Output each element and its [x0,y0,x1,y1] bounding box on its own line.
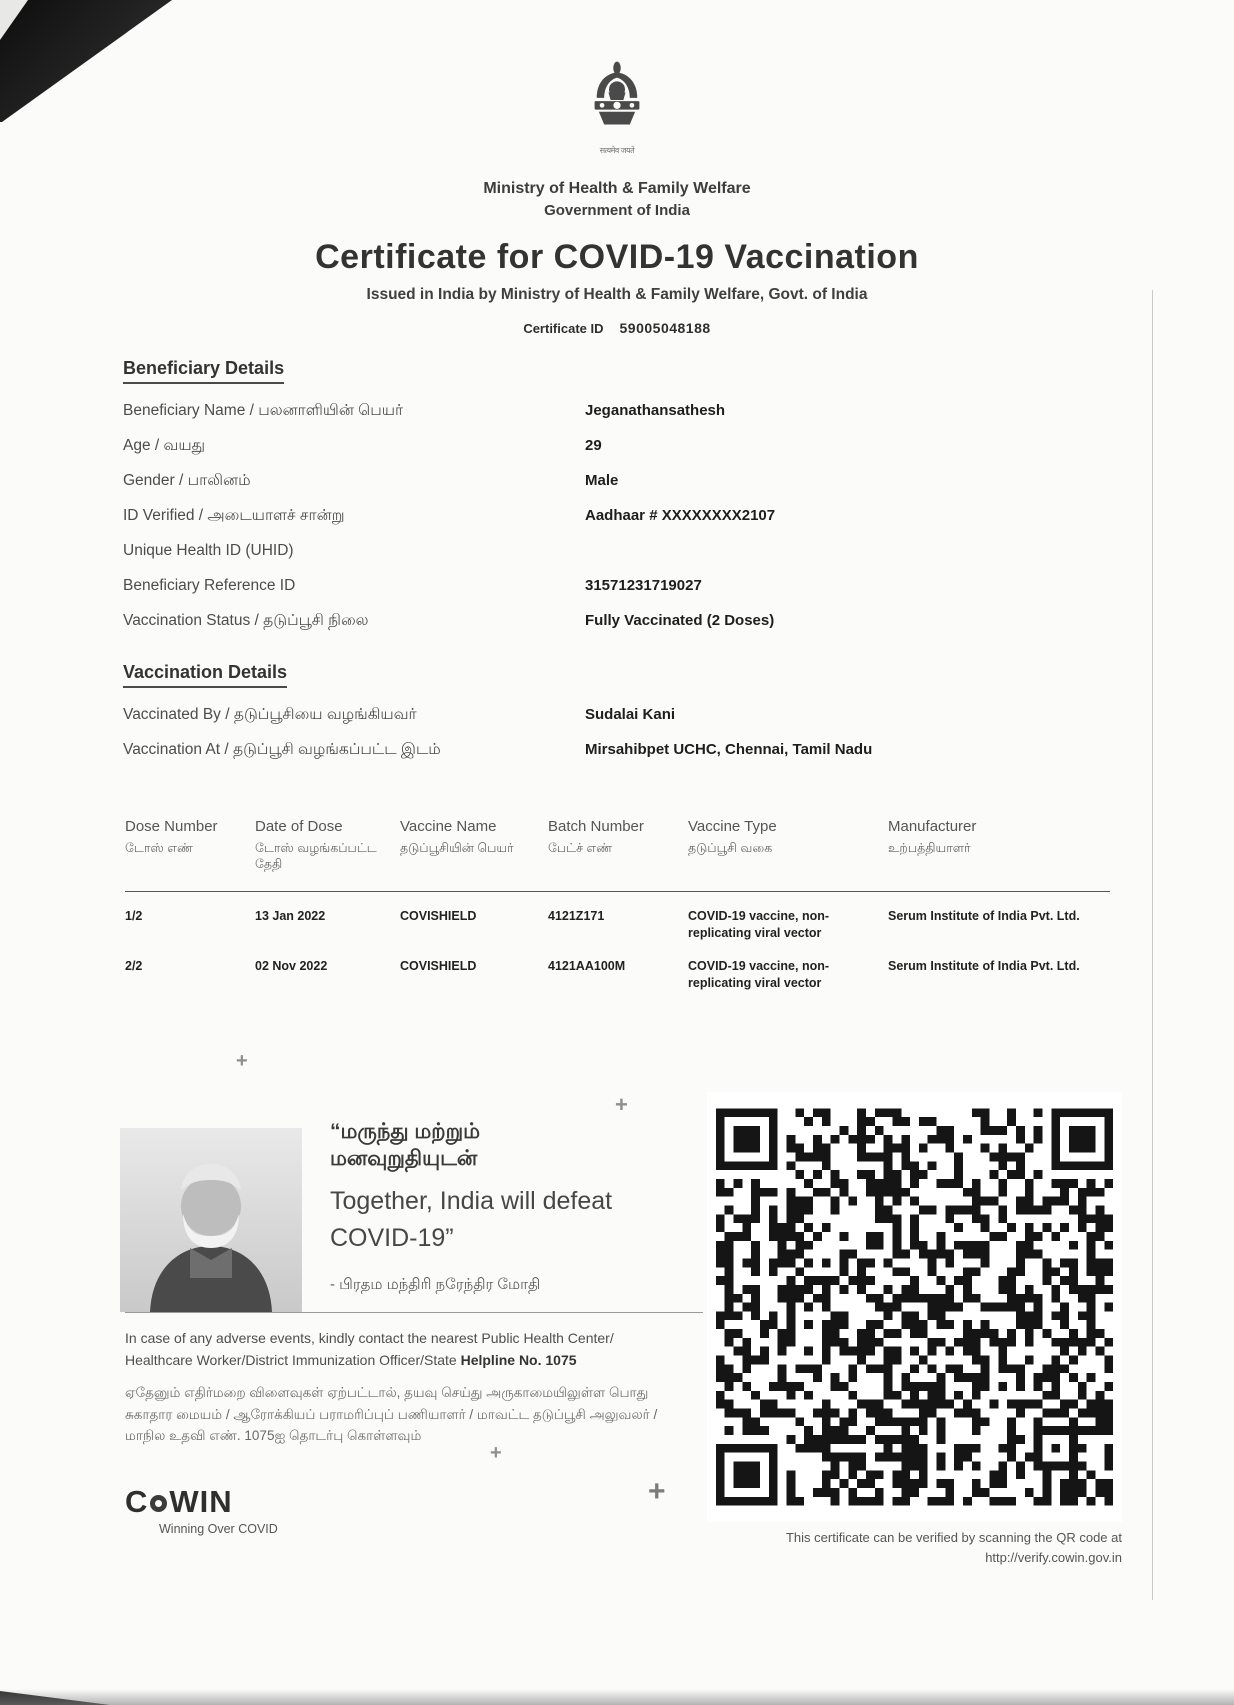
field-label: Vaccination Status / தடுப்பூசி நிலை [123,612,369,629]
certificate-subtitle: Issued in India by Ministry of Health & Family Welfare, Govt. of India [366,286,868,303]
field-value: Aadhaar # XXXXXXXX2107 [585,507,776,524]
beneficiary-section-title: Beneficiary Details [123,358,284,384]
dose-cell: Serum Institute of India Pvt. Ltd. [888,909,1080,923]
divider-rule [125,1312,703,1313]
dose-table-header: Vaccine Name தடுப்பூசியின் பெயர் [400,818,548,892]
field-row-age [123,437,1144,472]
plus-decoration-icon: + [648,1475,666,1508]
field-value: 29 [585,437,602,454]
field-row-vaccinated-by [123,706,1144,741]
dose-cell: 4121AA100M [548,958,626,973]
qr-code [707,1092,1122,1522]
dose-table-header: Vaccine Type தடுப்பூசி வகை [688,818,888,892]
field-label: Gender / பாலினம் [123,472,251,489]
dose-cell: 1/2 [125,909,143,923]
dose-cell: COVID-19 vaccine, non-replicating viral vector [688,909,830,940]
national-emblem-icon [0,60,1234,156]
quote-attribution: - பிரதம மந்திரி நரேந்திர மோதி [330,1275,541,1293]
field-value: Mirsahibpet UCHC, Chennai, Tamil Nadu [585,741,873,758]
dose-table-header: Batch Number பேட்ச் எண் [548,818,688,892]
field-value: Sudalai Kani [585,706,676,723]
quote-english: Together, India will defeat COVID-19” [330,1186,613,1253]
field-label: Beneficiary Reference ID [123,577,296,594]
field-value: Fully Vaccinated (2 Doses) [585,612,775,629]
cowin-tagline: Winning Over COVID [159,1522,278,1536]
emblem-motto: सत्यमेव जयते [599,146,635,155]
dose-cell: COVISHIELD [400,958,477,973]
adverse-events-text-en: In case of any adverse events, kindly contact the nearest Public Health Center/ Healthcare Worker/District Immunization Officer/State Helpline No. 1075 [125,1330,614,1368]
government-name: Government of India [544,202,690,219]
cowin-ring-icon [150,1495,167,1512]
adverse-events-text-ta: ஏதேனும் எதிர்மறை விளைவுகள் ஏற்பட்டால், தயவு செய்து அருகாமையிலுள்ள பொது சுகாதார மையம் / ஆரோக்கியப் பராமரிப்புப் பணியாளர் / மாவட்ட தடுப்பூசி அலுவலர் / மாநில உதவி எண். 1075ஐ தொடர்பு கொள்ளவும் [125,1385,658,1444]
field-label: Unique Health ID (UHID) [123,542,294,559]
helpline-number: Helpline No. 1075 [460,1351,577,1368]
field-row-vaccinated-at [123,741,1144,776]
cowin-wordmark: C WIN [125,1484,233,1519]
quote-tamil: “மருந்து மற்றும் மனவுறுதியுடன் [330,1120,481,1171]
cowin-logo [125,1484,278,1536]
field-row-gender [123,472,1144,507]
field-label: Vaccinated By / தடுப்பூசியை வழங்கியவர் [123,706,417,723]
field-row-id-verified [123,507,1144,542]
scan-edge-line [1152,290,1153,1600]
field-value: Jeganathansathesh [585,402,726,419]
field-row-beneficiary-name [123,402,1144,437]
field-label: ID Verified / அடையாளச் சான்று [123,507,345,524]
plus-decoration-icon: + [615,1092,628,1117]
dose-table-header: Manufacturer உற்பத்தியாளர் [888,818,1110,892]
dose-cell: COVID-19 vaccine, non-replicating viral vector [688,958,830,990]
field-value: Male [585,472,619,489]
dose-table-header: Date of Dose டோஸ் வழங்கப்பட்ட தேதி [255,818,400,892]
field-row-uhid [123,542,1144,577]
pm-photo [120,1128,302,1312]
certificate-title: Certificate for COVID-19 Vaccination [315,238,919,276]
beneficiary-section [123,358,1144,647]
field-label: Vaccination At / தடுப்பூசி வழங்கப்பட்ட இடம் [123,741,441,758]
field-label: Age / வயது [123,437,206,454]
quote-block [330,1118,705,1295]
certificate-id-value: 59005048188 [619,320,711,336]
plus-decoration-icon: + [236,1050,248,1072]
plus-decoration-icon: + [490,1442,502,1464]
scan-edge-bottom [0,1689,1234,1705]
vaccination-section [123,662,1144,776]
dose-table-header: Dose Number டோஸ் எண் [125,818,255,892]
certificate-id-label: Certificate ID [523,321,604,336]
dose-cell: 2/2 [125,958,143,973]
dose-cell: COVISHIELD [400,909,477,923]
field-row-reference-id [123,577,1144,612]
field-value: 31571231719027 [585,577,702,594]
certificate-id-row [0,320,1234,336]
dose-cell: 02 Nov 2022 [255,958,328,973]
verify-instruction: This certificate can be verified by scanning the QR code at http://verify.cowin.gov.in [785,1530,1122,1565]
field-label: Beneficiary Name / பலனாளியின் பெயர் [123,402,404,419]
dose-cell: Serum Institute of India Pvt. Ltd. [888,958,1080,973]
ministry-name: Ministry of Health & Family Welfare [483,180,751,197]
dose-table [125,818,1110,992]
dose-cell: 4121Z171 [548,909,605,923]
vaccination-section-title: Vaccination Details [123,662,287,688]
field-row-vaccination-status [123,612,1144,647]
dose-cell: 13 Jan 2022 [255,909,326,923]
